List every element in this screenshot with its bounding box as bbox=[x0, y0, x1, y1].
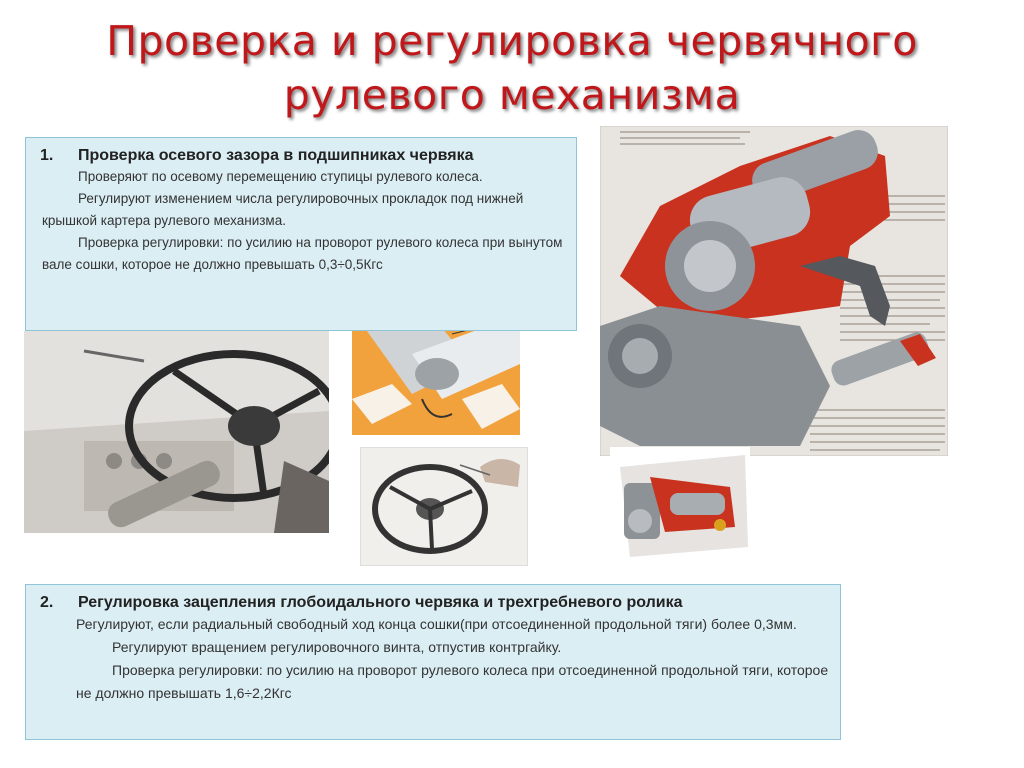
section-1-p1-text: Проверяют по осевому перемещению ступицы рулевого колеса. bbox=[78, 169, 483, 184]
slide-title-line1: Проверка и регулировка червячного bbox=[106, 17, 918, 65]
section-2-number: 2. bbox=[40, 594, 54, 611]
section-1-paragraph-2 bbox=[36, 188, 566, 232]
section-1-paragraph-1 bbox=[36, 166, 566, 188]
steering-mechanism-cutaway bbox=[600, 126, 948, 456]
steering-box-small-cutaway bbox=[610, 447, 750, 559]
section-2-paragraph-3 bbox=[36, 659, 830, 705]
slide-title-line2: рулевого механизма bbox=[283, 71, 741, 119]
section-1-p2-text: Регулируют изменением числа регулировочных прокладок под нижней крышкой картера рулевого механизма. bbox=[42, 191, 524, 228]
steering-wheel-check-drawing bbox=[360, 447, 528, 566]
section-2-heading bbox=[36, 593, 830, 613]
section-1-paragraph-3 bbox=[36, 232, 566, 276]
section-2-box bbox=[25, 584, 841, 740]
section-2-p3-text: Проверка регулировки: по усилию на проворот рулевого колеса при отсоединенной продольной тяги, которое не должно превышать 1,6÷2,2Кгс bbox=[76, 662, 829, 701]
slide-title bbox=[0, 14, 1024, 122]
section-2-paragraph-2 bbox=[36, 636, 830, 659]
section-1-number: 1. bbox=[40, 147, 54, 164]
section-2-paragraph-1 bbox=[36, 613, 830, 636]
section-1-p3-text: Проверка регулировки: по усилию на проворот рулевого колеса при вынутом вале сошки, которое не должно превышать 0,3÷0,5Кгс bbox=[42, 235, 563, 272]
section-1-box bbox=[25, 137, 577, 331]
section-1-heading-text: Проверка осевого зазора в подшипниках червяка bbox=[78, 147, 474, 164]
section-2-heading-text: Регулировка зацепления глобоидального червяка и трехгребневого ролика bbox=[78, 594, 683, 611]
section-1-heading bbox=[36, 146, 566, 166]
section-2-p1-text: Регулируют, если радиальный свободный ход конца сошки(при отсоединенной продольной тяги) более 0,3мм. bbox=[76, 616, 797, 632]
section-2-p2-text: Регулируют вращением регулировочного винта, отпустив контргайку. bbox=[112, 639, 562, 655]
steering-wheel-dashboard-photo bbox=[24, 331, 329, 533]
